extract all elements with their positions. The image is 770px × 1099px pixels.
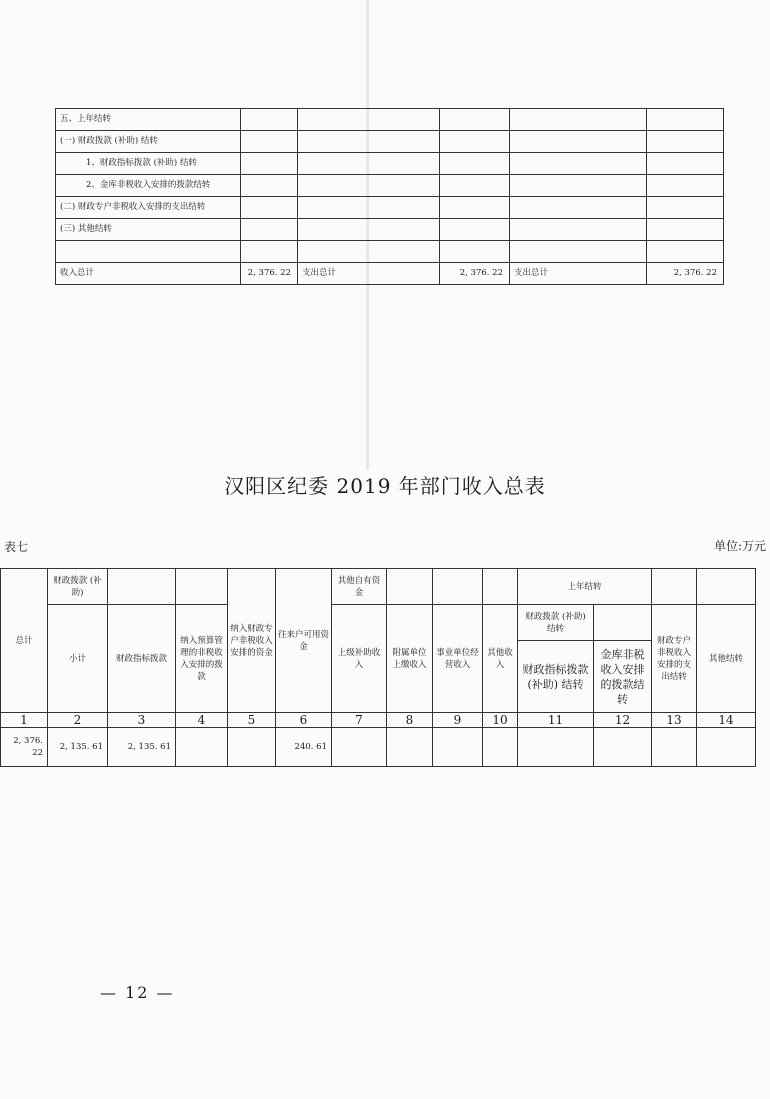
header-row (1, 569, 756, 605)
header-special-nontax: 纳入财政专户非税收入安排的资金 (228, 569, 276, 713)
header-budget-nontax: 纳入预算管理的非税收入安排的拨款 (176, 605, 228, 713)
page-title: 汉阳区纪委 2019 年部门收入总表 (224, 474, 546, 498)
index-row (1, 713, 756, 728)
column-index: 6 (276, 713, 332, 728)
column-index: 10 (483, 713, 518, 728)
header-upper-subsidy: 上级补助收入 (332, 605, 387, 713)
column-index: 3 (108, 713, 176, 728)
value-subtotal: 2, 135. 61 (48, 728, 108, 767)
row-label: 五、上年结转 (56, 109, 241, 131)
table-row (56, 175, 724, 197)
expense-total-value: 2, 376. 22 (440, 263, 510, 285)
column-index: 14 (697, 713, 756, 728)
expense-total-label: 支出总计 (298, 263, 440, 285)
column-index: 4 (176, 713, 228, 728)
header-fiscal-group: 财政拨款 (补助) (48, 569, 108, 605)
value-current-account: 240. 61 (276, 728, 332, 767)
header-carry-fiscal: 财政拨款 (补助) 结转 (518, 605, 594, 641)
page-number: — 12 — (100, 983, 175, 1002)
carryover-summary-table (55, 108, 724, 285)
row-label (56, 241, 241, 263)
header-carry-special: 财政专户非税收入安排的支出结转 (652, 605, 697, 713)
column-index: 8 (387, 713, 433, 728)
header-fiscal-index: 财政指标拨款 (108, 605, 176, 713)
header-other-self: 其他自有资金 (332, 569, 387, 605)
header-business: 事业单位经营收入 (433, 605, 483, 713)
header-carry-other: 其他结转 (697, 605, 756, 713)
column-index: 12 (594, 713, 652, 728)
column-index: 5 (228, 713, 276, 728)
table-row (56, 197, 724, 219)
row-label: (二) 财政专户非税收入安排的支出结转 (56, 197, 241, 219)
table-row (56, 153, 724, 175)
income-summary-table (0, 568, 756, 767)
header-affiliated: 附属单位上缴收入 (387, 605, 433, 713)
header-row (1, 605, 756, 641)
income-total-value: 2, 376. 22 (241, 263, 298, 285)
table-row (56, 131, 724, 153)
header-carry-treasury: 金库非税收入安排的拨款结转 (594, 641, 652, 713)
table-label: 表七 (4, 540, 29, 554)
value-fiscal-index: 2, 135. 61 (108, 728, 176, 767)
table-row (56, 241, 724, 263)
expense-total-label: 支出总计 (510, 263, 647, 285)
expense-total-value: 2, 376. 22 (647, 263, 724, 285)
total-row (56, 263, 724, 285)
column-index: 13 (652, 713, 697, 728)
row-label: (一) 财政拨款 (补助) 结转 (56, 131, 241, 153)
column-index: 7 (332, 713, 387, 728)
table-row (56, 109, 724, 131)
header-other-income: 其他收入 (483, 605, 518, 713)
column-index: 1 (1, 713, 48, 728)
header-subtotal: 小计 (48, 605, 108, 713)
column-index: 2 (48, 713, 108, 728)
row-label: 2、金库非税收入安排的拨款结转 (56, 175, 241, 197)
header-carry-fiscal-index: 财政指标拨款 (补助) 结转 (518, 641, 594, 713)
row-label: 1、财政指标拨款 (补助) 结转 (56, 153, 241, 175)
income-total-label: 收入总计 (56, 263, 241, 285)
header-total: 总计 (1, 569, 48, 713)
unit-label: 单位:万元 (713, 539, 766, 553)
row-label: (三) 其他结转 (56, 219, 241, 241)
column-index: 9 (433, 713, 483, 728)
header-current-account: 往来户可用资金 (276, 569, 332, 713)
table-row (56, 219, 724, 241)
table-row (1, 728, 756, 767)
column-index: 11 (518, 713, 594, 728)
value-total: 2, 376. 22 (1, 728, 48, 767)
header-carryover: 上年结转 (518, 569, 652, 605)
